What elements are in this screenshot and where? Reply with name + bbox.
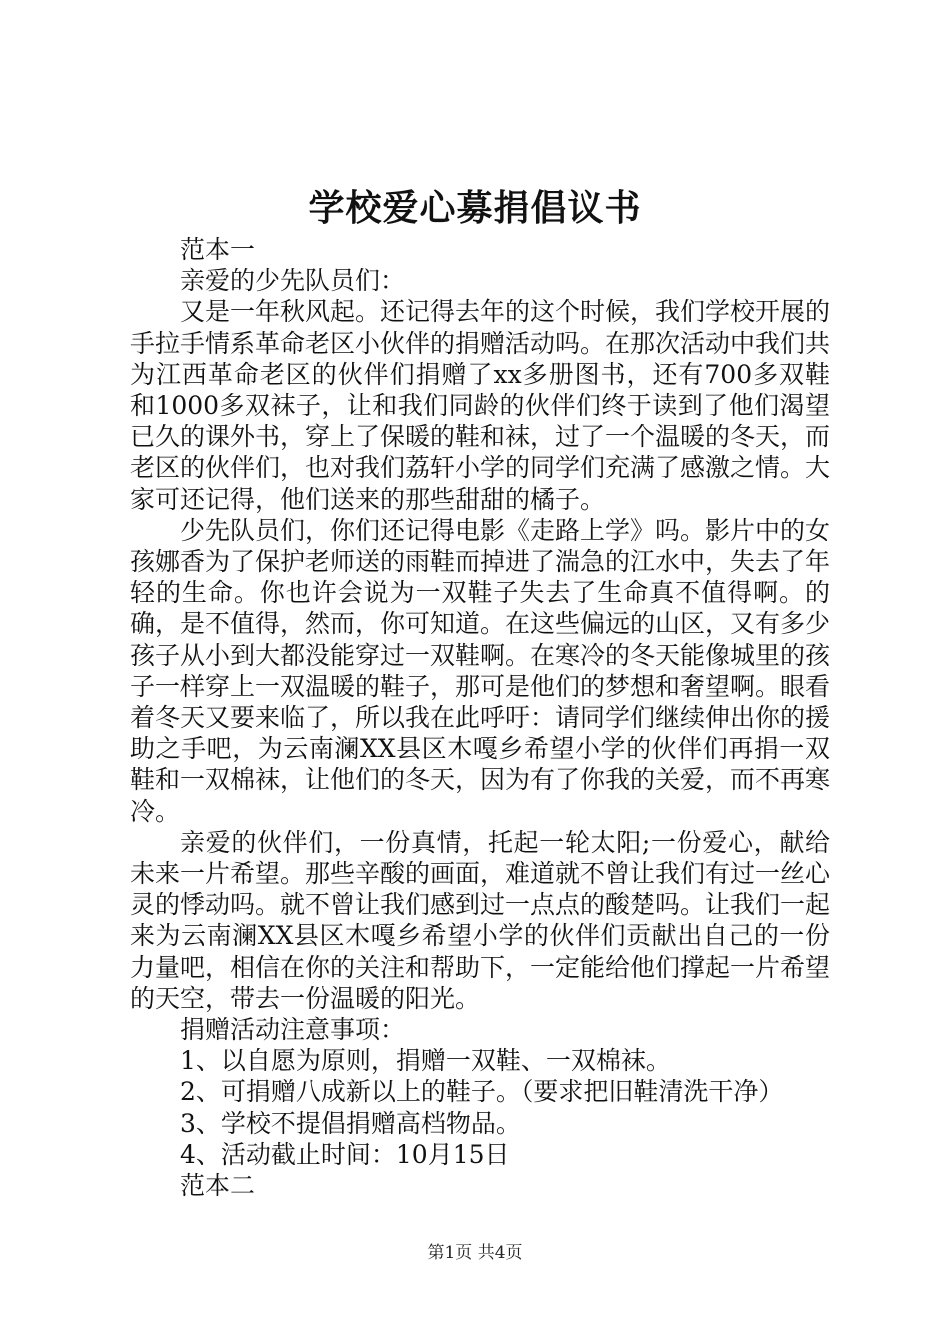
- document-body: [130, 234, 830, 1201]
- salutation: 亲爱的少先队员们：: [180, 266, 406, 296]
- document-title: 学校爱心募捐倡议书: [308, 187, 642, 229]
- body-paragraph: 亲爱的伙伴们，一份真情，托起一轮太阳;一份爱心，献给未来一片希望。那些辛酸的画面，难道就不曾让我们有过一丝心灵的悸动吗。就不曾让我们感到过一点点的酸楚吗。让我们一起来为云南澜XX县区木嘎乡希望小学的伙伴们贡献出自己的一份力量吧，相信在你的关注和帮助下，一定能给他们撑起一片希望的天空，带去一份温暖的阳光。: [130, 827, 831, 1013]
- body-paragraph: 少先队员们，你们还记得电影《走路上学》吗。影片中的女孩娜香为了保护老师送的雨鞋而掉进了湍急的江水中，失去了年轻的生命。你也许会说为一双鞋子失去了生命真不值得啊。的确，是不值得，然而，你可知道。在这些偏远的山区，又有多少孩子从小到大都没能穿过一双鞋啊。在寒冷的冬天能像城里的孩子一样穿上一双温暖的鞋子，那可是他们的梦想和奢望啊。眼看着冬天又要来临了，所以我在此呼吁：请同学们继续伸出你的援助之手吧，为云南澜XX县区木嘎乡希望小学的伙伴们再捐一双鞋和一双棉袜，让他们的冬天，因为有了你我的关爱，而不再寒冷。: [130, 515, 831, 826]
- body-paragraph: 又是一年秋风起。还记得去年的这个时候，我们学校开展的手拉手情系革命老区小伙伴的捐赠活动吗。在那次活动中我们共为江西革命老区的伙伴们捐赠了xx多册图书，还有700多双鞋和1000多双袜子，让和我们同龄的伙伴们终于读到了他们渴望已久的课外书，穿上了保暖的鞋和袜，过了一个温暖的冬天，而老区的伙伴们，也对我们荔轩小学的同学们充满了感激之情。大家可还记得，他们送来的那些甜甜的橘子。: [130, 297, 831, 514]
- notes-item: 3、学校不提倡捐赠高档物品。: [180, 1108, 521, 1138]
- section-label-sample-one: 范本一: [180, 235, 256, 264]
- page-number-footer: 第1页 共4页: [427, 1243, 523, 1263]
- notes-item: 4、活动截止时间：10月15日: [180, 1139, 510, 1169]
- notes-item: 1、以自愿为原则，捐赠一双鞋、一双棉袜。: [180, 1046, 671, 1076]
- notes-heading: 捐赠活动注意事项：: [180, 1015, 406, 1045]
- section-label-sample-two: 范本二: [180, 1171, 256, 1201]
- notes-item: 2、可捐赠八成新以上的鞋子。（要求把旧鞋清洗干净）: [180, 1077, 784, 1107]
